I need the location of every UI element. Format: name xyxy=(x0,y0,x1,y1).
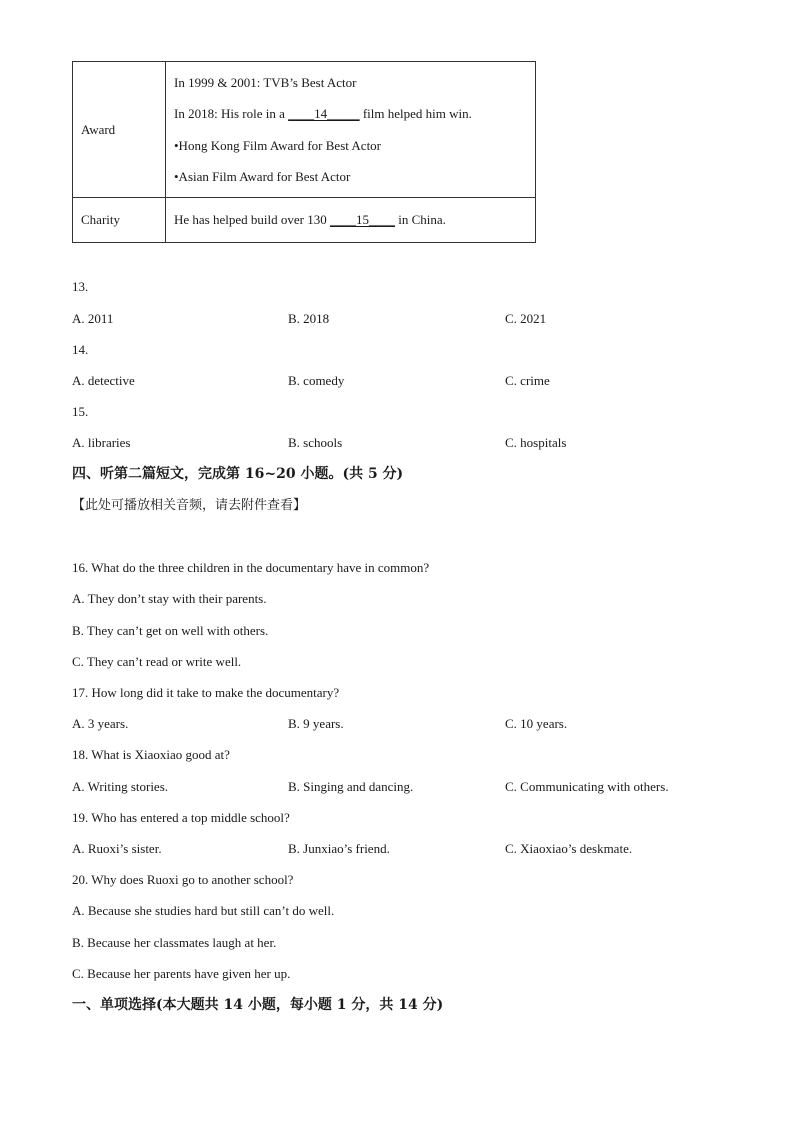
award-row xyxy=(73,62,536,198)
charity-post: in China. xyxy=(394,212,446,227)
award-line-2 xyxy=(174,98,534,130)
q19-option-c[interactable]: C. Xiaoxiao’s deskmate. xyxy=(505,841,633,856)
award-line-2-post: film helped him win. xyxy=(359,106,472,121)
q17-option-b[interactable]: B. 9 years. xyxy=(288,716,344,731)
award-content xyxy=(166,62,536,198)
q19-option-b[interactable]: B. Junxiao’s friend. xyxy=(288,841,390,856)
q15-number: 15. xyxy=(72,404,89,419)
q18-options xyxy=(72,779,752,795)
q17-option-c[interactable]: C. 10 years. xyxy=(505,716,568,731)
charity-content xyxy=(166,198,536,243)
blank-14: ____14_____ xyxy=(288,106,360,121)
q14-number: 14. xyxy=(72,342,89,357)
q20-question: 20. Why does Ruoxi go to another school? xyxy=(72,872,294,887)
q14-options xyxy=(72,373,752,389)
q14-option-b[interactable]: B. comedy xyxy=(288,373,345,388)
section-1-title: 一、单项选择(本大题共 14 小题，每小题 1 分，共 14 分) xyxy=(72,997,444,1013)
q13-number: 13. xyxy=(72,279,89,294)
charity-row xyxy=(73,198,536,243)
award-line-1: In 1999 & 2001: TVB’s Best Actor xyxy=(174,74,357,90)
q19-option-a[interactable]: A. Ruoxi’s sister. xyxy=(72,841,162,856)
section-4-title: 四、听第二篇短文，完成第 16~20 小题。(共 5 分) xyxy=(72,466,404,482)
award-label: Award xyxy=(73,62,166,198)
q15-option-c[interactable]: C. hospitals xyxy=(505,435,567,450)
q19-question: 19. Who has entered a top middle school? xyxy=(72,810,290,825)
blank-15: ____15____ xyxy=(329,212,395,227)
q15-option-a[interactable]: A. libraries xyxy=(72,435,131,450)
q14-option-a[interactable]: A. detective xyxy=(72,373,135,388)
q18-question: 18. What is Xiaoxiao good at? xyxy=(72,747,230,762)
q18-option-a[interactable]: A. Writing stories. xyxy=(72,779,169,794)
award-line-4: •Asian Film Award for Best Actor xyxy=(174,169,351,184)
q13-option-a[interactable]: A. 2011 xyxy=(72,311,114,326)
q13-option-c[interactable]: C. 2021 xyxy=(505,311,547,326)
q20-option-a[interactable]: A. Because she studies hard but still can’t do well. xyxy=(72,903,335,918)
q15-option-b[interactable]: B. schools xyxy=(288,435,343,450)
charity-pre: He has helped build over 130 xyxy=(174,212,330,227)
charity-label: Charity xyxy=(73,198,166,243)
q17-option-a[interactable]: A. 3 years. xyxy=(72,716,129,731)
q15-options xyxy=(72,435,752,451)
award-line-3: •Hong Kong Film Award for Best Actor xyxy=(174,137,382,153)
q19-options xyxy=(72,841,752,857)
award-line-2-pre: In 2018: His role in a xyxy=(174,106,289,121)
q20-option-b[interactable]: B. Because her classmates laugh at her. xyxy=(72,935,277,950)
q20-option-c[interactable]: C. Because her parents have given her up. xyxy=(72,966,291,981)
q16-option-a[interactable]: A. They don’t stay with their parents. xyxy=(72,591,267,606)
q14-option-c[interactable]: C. crime xyxy=(505,373,550,388)
q18-option-c[interactable]: C. Communicating with others. xyxy=(505,779,669,794)
q16-option-c[interactable]: C. They can’t read or write well. xyxy=(72,654,242,669)
q13-option-b[interactable]: B. 2018 xyxy=(288,311,330,326)
q16-question: 16. What do the three children in the documentary have in common? xyxy=(72,560,430,575)
q16-option-b[interactable]: B. They can’t get on well with others. xyxy=(72,623,269,638)
q13-options xyxy=(72,311,752,327)
info-table xyxy=(72,61,536,243)
q18-option-b[interactable]: B. Singing and dancing. xyxy=(288,779,414,794)
q17-question: 17. How long did it take to make the documentary? xyxy=(72,685,340,700)
q17-options xyxy=(72,716,752,732)
audio-note[interactable]: 【此处可播放相关音频，请去附件查看】 xyxy=(72,498,307,513)
